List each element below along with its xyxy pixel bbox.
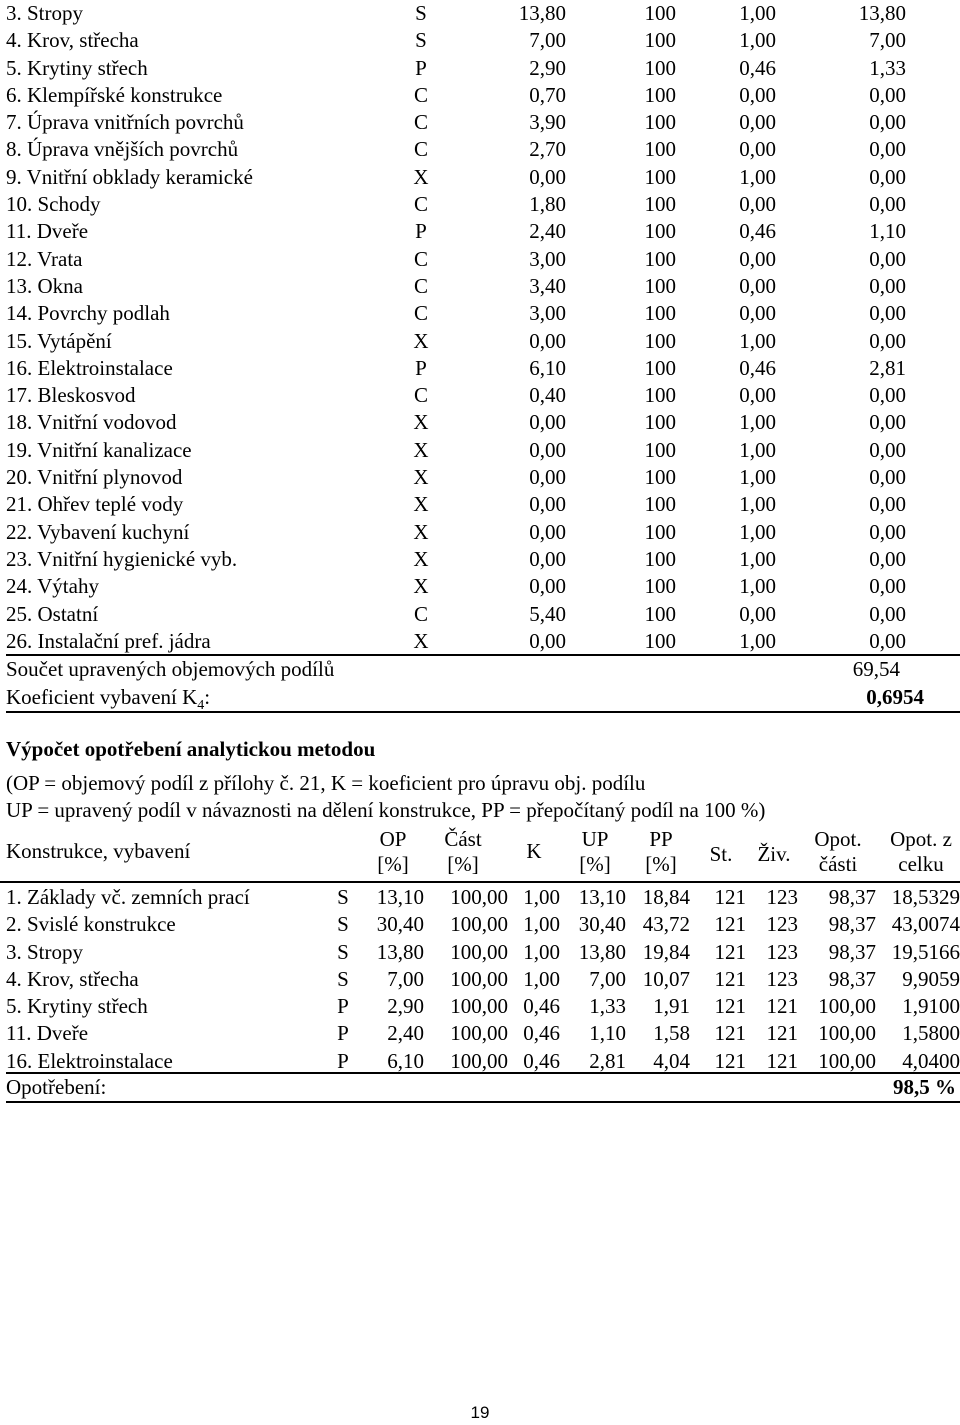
cell-k: 1,00 <box>739 465 776 490</box>
cell-up: 7,00 <box>869 28 906 53</box>
table-row <box>6 519 960 546</box>
cell-up: 0,00 <box>869 192 906 217</box>
cell-typ: P <box>337 994 349 1019</box>
cell-k: 0,00 <box>739 301 776 326</box>
cell-cast: 100,00 <box>450 912 508 937</box>
cell-name: 15. Vytápění <box>6 328 112 353</box>
cell-typ: C <box>413 110 428 135</box>
cell-k: 0,00 <box>739 273 776 298</box>
cell-name: 12. Vrata <box>6 246 83 271</box>
cell-op: 0,70 <box>529 82 566 107</box>
cell-k: 0,00 <box>739 246 776 271</box>
table-row <box>6 109 960 136</box>
cell-typ: C <box>413 601 428 626</box>
cell-k: 0,46 <box>739 355 776 380</box>
cell-k: 0,46 <box>523 1048 560 1073</box>
cell-cast: 100 <box>644 55 676 80</box>
cell-pp: 1,58 <box>653 1021 690 1046</box>
cell-k: 1,00 <box>739 328 776 353</box>
coef-row <box>6 684 960 714</box>
cell-up: 0,00 <box>869 137 906 162</box>
table-row <box>6 601 960 628</box>
cell-typ: S <box>337 939 349 964</box>
cell-name: 16. Elektroinstalace <box>6 1048 173 1073</box>
cell-op: 1,80 <box>529 192 566 217</box>
cell-op: 0,00 <box>529 465 566 490</box>
cell-opc: 100,00 <box>818 994 876 1019</box>
cell-cast: 100 <box>644 82 676 107</box>
cell-cast: 100 <box>644 301 676 326</box>
table-row <box>6 966 960 993</box>
cell-k: 1,00 <box>739 492 776 517</box>
cell-op: 2,90 <box>387 994 424 1019</box>
cell-pp: 19,84 <box>642 939 690 964</box>
cell-cast: 100,00 <box>450 994 508 1019</box>
cell-opk: 18,5329 <box>891 885 960 909</box>
table-row <box>6 191 960 218</box>
cell-cast: 100 <box>644 192 676 217</box>
table-row <box>6 0 960 27</box>
table-row <box>6 218 960 245</box>
cell-k: 1,00 <box>739 519 776 544</box>
cell-name: 3. Stropy <box>6 1 84 25</box>
cell-cast: 100 <box>644 383 676 408</box>
table-body <box>6 884 960 1075</box>
cell-up: 1,33 <box>589 994 626 1019</box>
cell-pp: 43,72 <box>642 912 690 937</box>
sum-top-rule <box>6 654 960 656</box>
table-row <box>6 82 960 109</box>
cell-up: 2,81 <box>869 355 906 380</box>
cell-k: 1,00 <box>739 546 776 571</box>
cell-st: 121 <box>714 994 746 1019</box>
cell-opc: 100,00 <box>818 1048 876 1073</box>
cell-k: 1,00 <box>739 628 776 653</box>
cell-name: 5. Krytiny střech <box>6 994 148 1019</box>
cell-op: 0,00 <box>529 492 566 517</box>
cell-k: 0,00 <box>739 137 776 162</box>
cell-k: 1,00 <box>523 939 560 964</box>
cell-up: 0,00 <box>869 492 906 517</box>
cell-k: 1,00 <box>739 574 776 599</box>
cell-op: 13,80 <box>518 1 566 25</box>
cell-name: 18. Vnitřní vodovod <box>6 410 177 435</box>
cell-st: 121 <box>714 1048 746 1073</box>
cell-name: 21. Ohřev teplé vody <box>6 492 184 517</box>
cell-up: 13,80 <box>858 1 906 25</box>
cell-typ: S <box>337 966 349 991</box>
table-row <box>6 1048 960 1075</box>
header-rule <box>0 881 960 883</box>
cell-name: 7. Úprava vnitřních povrchů <box>6 110 244 135</box>
cell-typ: X <box>413 437 429 462</box>
cell-st: 121 <box>714 885 746 909</box>
cell-up: 1,10 <box>589 1021 626 1046</box>
cell-op: 7,00 <box>387 966 424 991</box>
header-up: UP [%] <box>579 827 611 876</box>
table-row <box>6 328 960 355</box>
table-row <box>6 246 960 273</box>
cell-cast: 100 <box>644 273 676 298</box>
cell-typ: S <box>337 885 349 909</box>
cell-k: 0,00 <box>739 110 776 135</box>
cell-typ: X <box>413 410 429 435</box>
cell-typ: P <box>415 355 427 380</box>
cell-opc: 100,00 <box>818 1021 876 1046</box>
cell-cast: 100 <box>644 164 676 189</box>
cell-name: 25. Ostatní <box>6 601 99 626</box>
cell-cast: 100 <box>644 1 676 25</box>
cell-up: 13,80 <box>578 939 626 964</box>
cell-k: 0,46 <box>523 1021 560 1046</box>
cell-up: 0,00 <box>869 574 906 599</box>
cell-up: 0,00 <box>869 246 906 271</box>
cell-up: 0,00 <box>869 164 906 189</box>
cell-name: 11. Dveře <box>6 219 89 244</box>
cell-typ: C <box>413 383 428 408</box>
cell-k: 0,00 <box>739 82 776 107</box>
cell-typ: S <box>337 912 349 937</box>
cell-name: 9. Vnitřní obklady keramické <box>6 164 253 189</box>
cell-up: 0,00 <box>869 82 906 107</box>
legend-note-1: (OP = objemový podíl z přílohy č. 21, K = koeficient pro úpravu obj. podílu <box>6 771 646 795</box>
cell-up: 0,00 <box>869 301 906 326</box>
cell-op: 5,40 <box>529 601 566 626</box>
cell-name: 4. Krov, střecha <box>6 966 139 991</box>
cell-ziv: 121 <box>766 1048 798 1073</box>
table-row <box>6 382 960 409</box>
cell-k: 1,00 <box>739 410 776 435</box>
cell-pp: 18,84 <box>642 885 690 909</box>
cell-cast: 100 <box>644 328 676 353</box>
cell-ziv: 123 <box>766 912 798 937</box>
opotrebeni-table <box>6 825 960 1072</box>
cell-up: 0,00 <box>869 519 906 544</box>
cell-st: 121 <box>714 1021 746 1046</box>
cell-st: 121 <box>714 966 746 991</box>
table-row <box>6 628 960 655</box>
sum-value: 69,54 <box>852 657 900 681</box>
cell-typ: C <box>413 273 428 298</box>
cell-name: 19. Vnitřní kanalizace <box>6 437 192 462</box>
cell-op: 3,90 <box>529 110 566 135</box>
cell-cast: 100,00 <box>450 939 508 964</box>
cell-op: 13,10 <box>376 885 424 909</box>
cell-name: 26. Instalační pref. jádra <box>6 628 211 653</box>
total-value: 98,5 % <box>893 1075 956 1099</box>
coef-value: 0,6954 <box>866 685 924 709</box>
cell-opc: 98,37 <box>828 939 876 964</box>
cell-pp: 10,07 <box>642 966 690 991</box>
cell-cast: 100,00 <box>450 966 508 991</box>
cell-up: 0,00 <box>869 437 906 462</box>
section-heading: Výpočet opotřebení analytickou metodou <box>6 737 376 761</box>
header-st: St. <box>709 842 733 866</box>
cell-name: 24. Výtahy <box>6 574 99 599</box>
cell-typ: C <box>413 246 428 271</box>
table-row <box>6 437 960 464</box>
cell-cast: 100 <box>644 465 676 490</box>
cell-op: 7,00 <box>529 28 566 53</box>
cell-name: 6. Klempířské konstrukce <box>6 82 223 107</box>
cell-up: 0,00 <box>869 465 906 490</box>
cell-name: 3. Stropy <box>6 939 84 964</box>
cell-st: 121 <box>714 912 746 937</box>
cell-k: 1,00 <box>523 885 560 909</box>
cell-cast: 100 <box>644 110 676 135</box>
page-number: 19 <box>470 1403 490 1422</box>
cell-cast: 100 <box>644 574 676 599</box>
table-row <box>6 884 960 911</box>
cell-typ: X <box>413 628 429 653</box>
cell-cast: 100 <box>644 355 676 380</box>
header-pp: PP [%] <box>645 827 677 876</box>
cell-op: 0,00 <box>529 164 566 189</box>
cell-name: 14. Povrchy podlah <box>6 301 170 326</box>
cell-opk: 1,5800 <box>902 1021 960 1046</box>
cell-typ: S <box>415 28 427 53</box>
table-row <box>6 55 960 82</box>
cell-op: 30,40 <box>376 912 424 937</box>
cell-up: 0,00 <box>869 601 906 626</box>
cell-typ: X <box>413 546 429 571</box>
cell-typ: P <box>337 1048 349 1073</box>
cell-typ: P <box>415 219 427 244</box>
header-cast: Část [%] <box>444 827 482 876</box>
cell-up: 1,33 <box>869 55 906 80</box>
sum-label: Součet upravených objemových podílů <box>6 657 335 681</box>
table-row <box>6 164 960 191</box>
cell-k: 0,00 <box>739 601 776 626</box>
table-row <box>6 464 960 491</box>
cell-opc: 98,37 <box>828 912 876 937</box>
cell-up: 0,00 <box>869 410 906 435</box>
cell-op: 0,00 <box>529 628 566 653</box>
cell-name: 17. Bleskosvod <box>6 383 136 408</box>
total-row <box>6 1074 960 1101</box>
header-k: K <box>526 839 542 863</box>
cell-cast: 100 <box>644 137 676 162</box>
cell-op: 2,70 <box>529 137 566 162</box>
cell-cast: 100 <box>644 546 676 571</box>
cell-opk: 1,9100 <box>902 994 960 1019</box>
cell-cast: 100,00 <box>450 1021 508 1046</box>
cell-typ: C <box>413 301 428 326</box>
cell-k: 1,00 <box>739 437 776 462</box>
header-op: OP [%] <box>377 827 409 876</box>
cell-typ: X <box>413 328 429 353</box>
cell-op: 0,40 <box>529 383 566 408</box>
cell-name: 1. Základy vč. zemních prací <box>6 885 250 909</box>
cell-cast: 100 <box>644 519 676 544</box>
objemove-podily-table <box>6 0 960 655</box>
cell-up: 1,10 <box>869 219 906 244</box>
cell-op: 0,00 <box>529 546 566 571</box>
cell-op: 0,00 <box>529 410 566 435</box>
cell-k: 0,00 <box>739 192 776 217</box>
cell-up: 0,00 <box>869 328 906 353</box>
cell-name: 2. Svislé konstrukce <box>6 912 176 937</box>
cell-up: 7,00 <box>589 966 626 991</box>
cell-name: 4. Krov, střecha <box>6 28 139 53</box>
cell-k: 1,00 <box>739 1 776 25</box>
cell-name: 20. Vnitřní plynovod <box>6 465 183 490</box>
cell-op: 3,00 <box>529 301 566 326</box>
cell-cast: 100 <box>644 628 676 653</box>
cell-name: 13. Okna <box>6 273 83 298</box>
cell-typ: C <box>413 192 428 217</box>
cell-name: 16. Elektroinstalace <box>6 355 173 380</box>
cell-k: 0,00 <box>739 383 776 408</box>
table-row <box>6 273 960 300</box>
cell-cast: 100 <box>644 437 676 462</box>
cell-cast: 100,00 <box>450 1048 508 1073</box>
cell-op: 0,00 <box>529 328 566 353</box>
cell-name: 22. Vybavení kuchyní <box>6 519 190 544</box>
cell-k: 1,00 <box>739 164 776 189</box>
cell-up: 2,81 <box>589 1048 626 1073</box>
table-row <box>6 546 960 573</box>
cell-op: 0,00 <box>529 519 566 544</box>
cell-ziv: 123 <box>766 939 798 964</box>
cell-ziv: 121 <box>766 994 798 1019</box>
header-ziv: Živ. <box>757 842 791 866</box>
total-bottom-rule <box>6 1101 960 1103</box>
cell-up: 0,00 <box>869 110 906 135</box>
cell-typ: C <box>413 82 428 107</box>
cell-st: 121 <box>714 939 746 964</box>
cell-op: 6,10 <box>529 355 566 380</box>
cell-op: 3,40 <box>529 273 566 298</box>
header-opot-casti: Opot. části <box>814 827 862 876</box>
cell-cast: 100,00 <box>450 885 508 909</box>
cell-cast: 100 <box>644 219 676 244</box>
cell-name: 10. Schody <box>6 192 101 217</box>
total-label: Opotřebení: <box>6 1075 107 1099</box>
cell-typ: C <box>413 137 428 162</box>
cell-op: 0,00 <box>529 437 566 462</box>
table-row <box>6 939 960 966</box>
table-row <box>6 136 960 163</box>
cell-typ: X <box>413 164 429 189</box>
table-row <box>6 573 960 600</box>
table-row <box>6 1020 960 1047</box>
cell-typ: P <box>337 1021 349 1046</box>
cell-opk: 19,5166 <box>891 939 960 964</box>
cell-ziv: 121 <box>766 1021 798 1046</box>
cell-k: 1,00 <box>523 912 560 937</box>
cell-cast: 100 <box>644 492 676 517</box>
cell-k: 0,46 <box>739 219 776 244</box>
legend-note-2: UP = upravený podíl v návaznosti na dělení konstrukce, PP = přepočítaný podíl na 100 %) <box>6 798 766 822</box>
cell-op: 13,80 <box>376 939 424 964</box>
cell-opk: 9,9059 <box>902 966 960 991</box>
table-row <box>6 355 960 382</box>
cell-k: 0,46 <box>523 994 560 1019</box>
cell-up: 0,00 <box>869 273 906 298</box>
table-row <box>6 993 960 1020</box>
cell-name: 8. Úprava vnějších povrchů <box>6 137 239 162</box>
cell-typ: P <box>415 55 427 80</box>
cell-typ: X <box>413 492 429 517</box>
cell-pp: 1,91 <box>653 994 690 1019</box>
cell-cast: 100 <box>644 410 676 435</box>
table-row <box>6 491 960 518</box>
cell-name: 11. Dveře <box>6 1021 89 1046</box>
cell-up: 0,00 <box>869 628 906 653</box>
table-header <box>6 825 960 881</box>
coef-bottom-rule <box>6 711 960 713</box>
header-opot-celku: Opot. z celku <box>890 827 952 876</box>
sum-row <box>6 656 960 683</box>
cell-op: 3,00 <box>529 246 566 271</box>
cell-cast: 100 <box>644 246 676 271</box>
cell-op: 2,40 <box>529 219 566 244</box>
cell-typ: X <box>413 519 429 544</box>
table-row <box>6 409 960 436</box>
cell-name: 5. Krytiny střech <box>6 55 148 80</box>
cell-name: 23. Vnitřní hygienické vyb. <box>6 546 238 571</box>
cell-ziv: 123 <box>766 966 798 991</box>
table-row <box>6 911 960 938</box>
cell-k: 0,46 <box>739 55 776 80</box>
cell-up: 0,00 <box>869 546 906 571</box>
cell-pp: 4,04 <box>653 1048 690 1073</box>
cell-ziv: 123 <box>766 885 798 909</box>
cell-opk: 43,0074 <box>891 912 960 937</box>
cell-up: 13,10 <box>578 885 626 909</box>
cell-k: 1,00 <box>523 966 560 991</box>
cell-opc: 98,37 <box>828 885 876 909</box>
cell-opk: 4,0400 <box>902 1048 960 1073</box>
cell-op: 0,00 <box>529 574 566 599</box>
coef-label: Koeficient vybavení $K_4$: <box>6 685 211 714</box>
cell-typ: X <box>413 574 429 599</box>
cell-typ: X <box>413 465 429 490</box>
cell-op: 2,90 <box>529 55 566 80</box>
table-row <box>6 27 960 54</box>
table-row <box>6 300 960 327</box>
cell-cast: 100 <box>644 28 676 53</box>
cell-cast: 100 <box>644 601 676 626</box>
cell-up: 30,40 <box>578 912 626 937</box>
header-name: Konstrukce, vybavení <box>6 839 191 863</box>
cell-typ: S <box>415 1 427 25</box>
cell-op: 6,10 <box>387 1048 424 1073</box>
cell-opc: 98,37 <box>828 966 876 991</box>
cell-op: 2,40 <box>387 1021 424 1046</box>
cell-k: 1,00 <box>739 28 776 53</box>
cell-up: 0,00 <box>869 383 906 408</box>
